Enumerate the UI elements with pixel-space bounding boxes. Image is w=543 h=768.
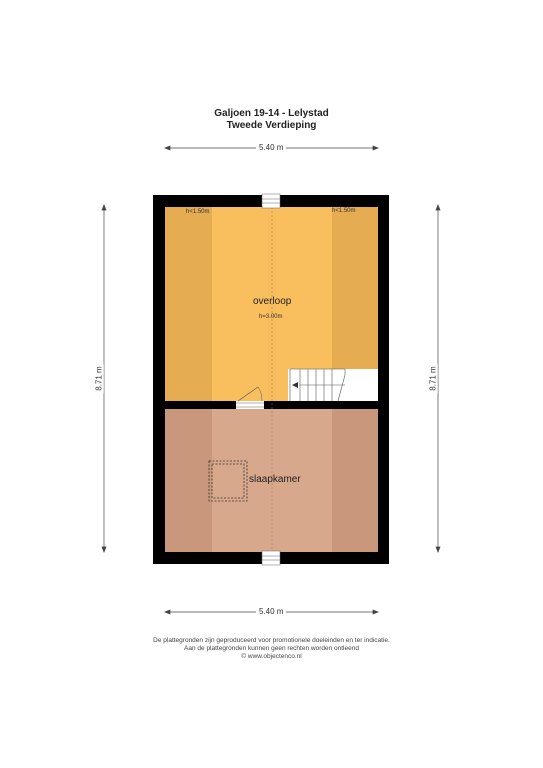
footer-line-3: © www.objectenco.nl xyxy=(241,653,302,660)
footer-line-2: Aan de plattegronden kunnen geen rechten worden ontleend xyxy=(184,645,359,652)
dimension-width-bottom: 5.40 m xyxy=(256,607,286,616)
room-height-overloop: h=3.00m xyxy=(259,314,283,320)
window-bottom xyxy=(262,551,280,565)
low-ceiling-left-label: h<1.50m xyxy=(186,209,210,215)
plan-subtitle: Tweede Verdieping xyxy=(226,120,317,131)
room-name-slaapkamer: slaapkamer xyxy=(249,474,301,485)
footer-line-1: De plattegronden zijn geproduceerd voor promotionele doeleinden en ter indicatie. xyxy=(153,637,390,644)
overloop-low-left xyxy=(165,207,212,401)
slaapkamer-low-left xyxy=(165,409,212,552)
window-top xyxy=(262,194,280,208)
room-name-overloop: overloop xyxy=(253,296,292,307)
dimension-height-left: 8.71 m xyxy=(95,363,104,393)
dimension-width-top: 5.40 m xyxy=(256,143,286,152)
slaapkamer-low-right xyxy=(332,409,378,552)
plan-title: Galjoen 19-14 - Lelystad xyxy=(214,108,329,119)
dimension-height-right: 8.71 m xyxy=(429,363,438,393)
low-ceiling-right-label: h<1.50m xyxy=(332,208,356,214)
